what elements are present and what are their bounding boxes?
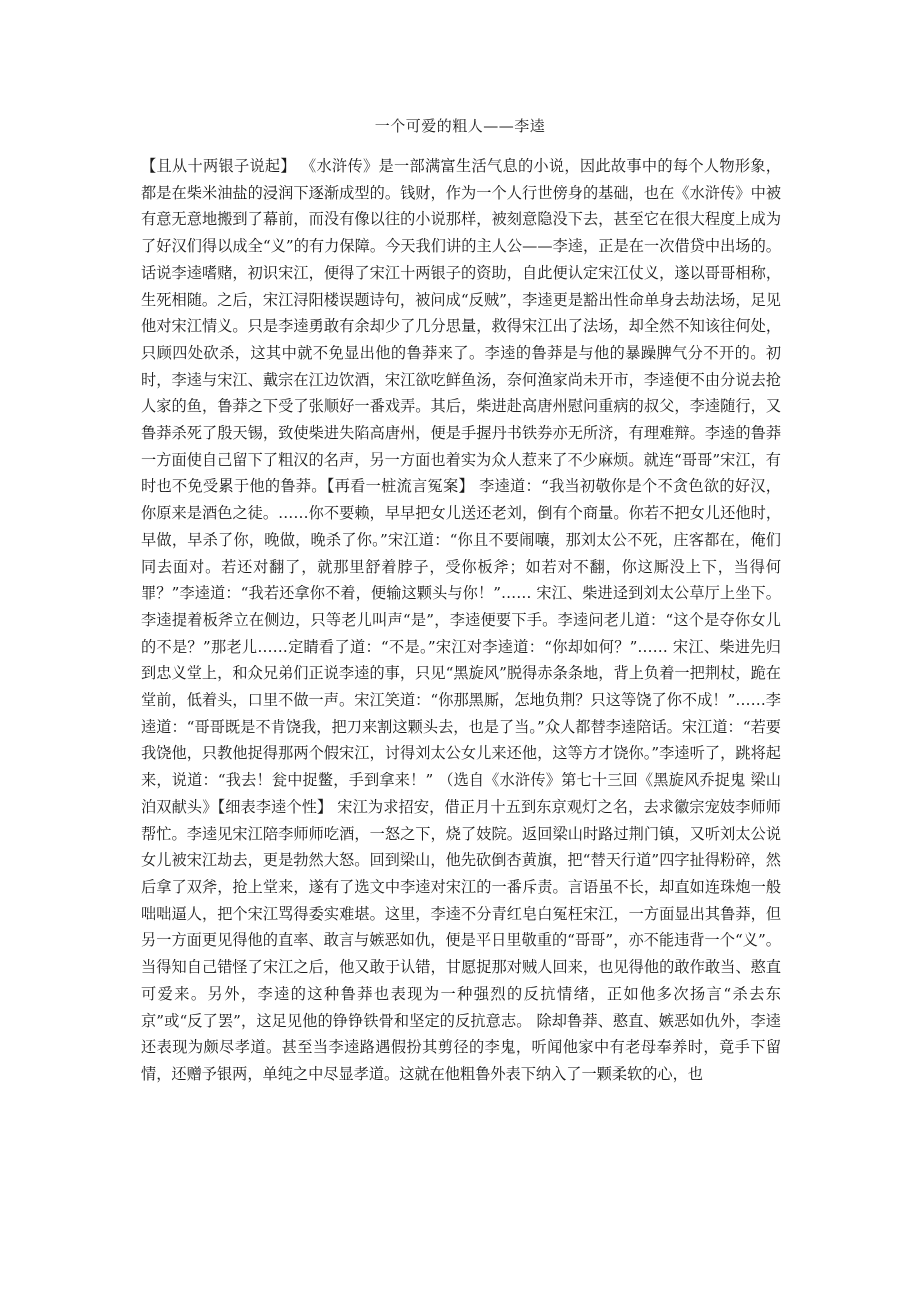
document-body-paragraph: 【且从十两银子说起】 《水浒传》是一部满富生活气息的小说，因此故事中的每个人物形象，都是在柴米油盐的浸润下逐渐成型的。钱财，作为一个人行世傍身的基础，也在《水浒传》中被有意无意地搬到了幕前，而没有像以往的小说那样，被刻意隐没下去，甚至它在很大程度上成为了好汉们得以成全“义”的有力保障。今天我们讲的主人公——李逵，正是在一次借贷中出场的。 话说李逵嗜赌，初识宋江，便得了宋江十两银子的资助，自此便认定宋江仗义，遂以哥哥相称，生死相随。之后，宋江浔阳楼误题诗句，被问成“反贼”，李逵更是豁出性命单身去劫法场，足见他对宋江情义。只是李逵勇敢有余却少了几分思量，救得宋江出了法场，却全然不知该往何处，只顾四处砍杀，这其中就不免显出他的鲁莽来了。李逵的鲁莽是与他的暴躁脾气分不开的。初时，李逵与宋江、戴宗在江边饮酒，宋江欲吃鲜鱼汤，奈何渔家尚未开市，李逵便不由分说去抢人家的鱼，鲁莽之下受了张顺好一番戏弄。其后，柴进赴高唐州慰问重病的叔父，李逵随行，又鲁莽杀死了殷天锡，致使柴进失陷高唐州，便是手握丹书铁券亦无所济，有理难辩。李逵的鲁莽一方面使自己留下了粗汉的名声，另一方面也着实为众人惹来了不少麻烦。就连“哥哥”宋江，有时也不免受累于他的鲁莽。【再看一桩流言冤案】 李逵道：“我当初敬你是个不贪色欲的好汉，你原来是酒色之徒。……你不要赖，早早把女儿送还老刘，倒有个商量。你若不把女儿还他时，早做，早杀了你，晚做，晚杀了你。”宋江道：“你且不要闹嚷，那刘太公不死，庄客都在，俺们同去面对。若还对翻了，就那里舒着脖子，受你板斧；如若对不翻，你这厮没上下，当得何罪？”李逵道：“我若还拿你不着，便输这颗头与你！”…… 宋江、柴进迳到刘太公草厅上坐下。李逵提着板斧立在侧边，只等老儿叫声“是”，李逵便要下手。李逵问老儿道：“这个是夺你女儿的不是？”那老儿……定睛看了道：“不是。”宋江对李逵道：“你却如何？”…… 宋江、柴进先归到忠义堂上，和众兄弟们正说李逵的事，只见“黑旋风”脱得赤条条地，背上负着一把荆杖，跪在堂前，低着头，口里不做一声。宋江笑道：“你那黑厮，怎地负荆？只这等饶了你不成！”……李逵道：“哥哥既是不肯饶我，把刀来割这颗头去，也是了当。”众人都替李逵陪话。宋江道：“若要我饶他，只教他捉得那两个假宋江，讨得刘太公女儿来还他，这等方才饶你。”李逵听了，跳将起来，说道：“我去！瓮中捉鳖，手到拿来！” （选自《水浒传》第七十三回《黑旋风乔捉鬼 梁山泊双献头》【细表李逵个性】 宋江为求招安，借正月十五到东京观灯之名，去求徽宗宠妓李师师帮忙。李逵见宋江陪李师师吃酒，一怒之下，烧了妓院。返回梁山时路过荆门镇，又听刘太公说女儿被宋江劫去，更是勃然大怒。回到梁山，他先砍倒杏黄旗，把“替天行道”四字扯得粉碎，然后拿了双斧，抢上堂来，遂有了选文中李逵对宋江的一番斥责。言语虽不长，却直如连珠炮一般咄咄逼人，把个宋江骂得委实难堪。这里，李逵不分青红皂白冤枉宋江，一方面显出其鲁莽，但另一方面更见得他的直率、敢言与嫉恶如仇，便是平日里敬重的“哥哥”，亦不能违背一个“义”。当得知自己错怪了宋江之后，他又敢于认错，甘愿捉那对贼人回来，也见得他的敢作敢当、憨直可爱来。另外，李逵的这种鲁莽也表现为一种强烈的反抗情绪，正如他多次扬言“杀去东京”或“反了罢”，这足见他的铮铮铁骨和坚定的反抗意志。 除却鲁莽、憨直、嫉恶如仇外，李逵还表现为颇尽孝道。甚至当李逵路遇假扮其剪径的李鬼，听闻他家中有老母奉养时，竟手下留情，还赠予银两，单纯之中尽显孝道。这就在他粗鲁外表下纳入了一颗柔软的心，也 [141,157,781,1083]
document-title: 一个可爱的粗人——李逵 [374,117,546,135]
